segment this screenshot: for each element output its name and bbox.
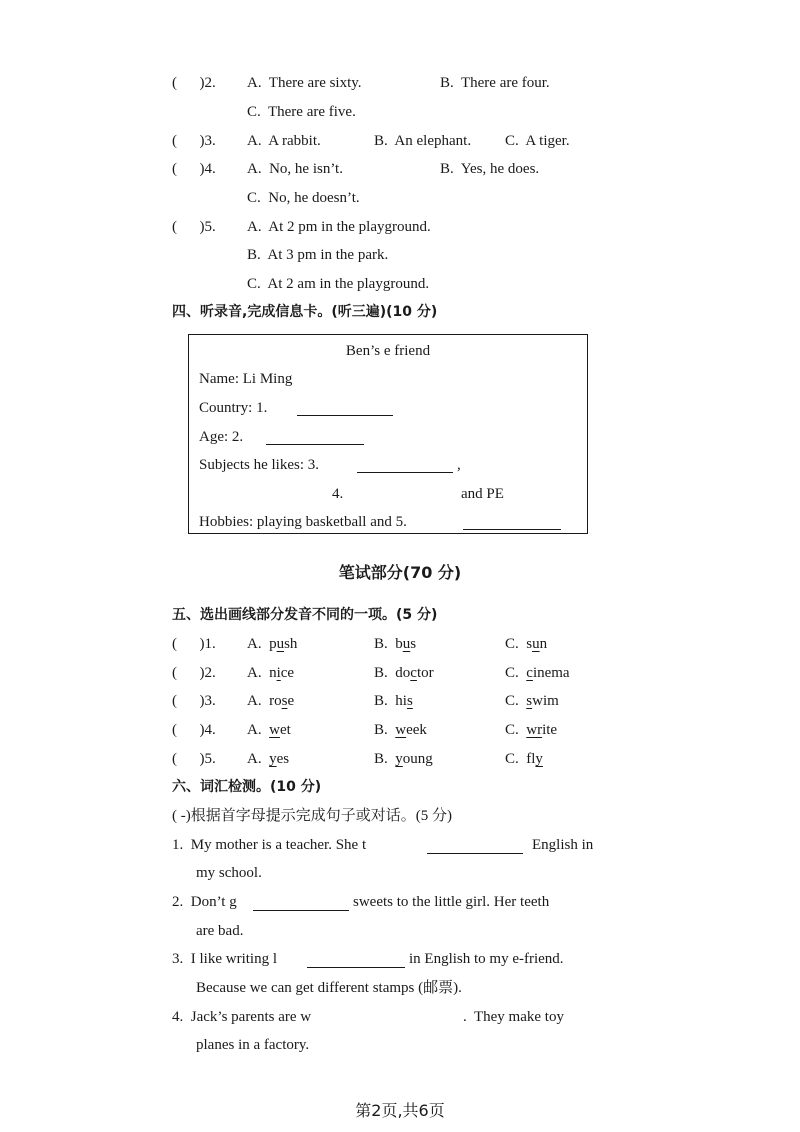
question-4-option-c: C. No, he doesn’t.: [247, 190, 360, 206]
question-3-option-b: B. An elephant.: [374, 133, 472, 149]
phonics-row-4-option-b: B. week: [374, 722, 427, 738]
vocab-q1-blank[interactable]: [427, 839, 523, 854]
phonics-row-3-option-c: C. swim: [505, 693, 559, 709]
info-card-subjects-label: Subjects he likes: 3.: [199, 457, 319, 473]
vocab-q2-end: sweets to the little girl. Her teeth: [353, 894, 550, 910]
phonics-row-1-option-b: B. bus: [374, 636, 417, 652]
question-3-number: ( )3.: [172, 133, 216, 149]
question-3-option-a: A. A rabbit.: [247, 133, 321, 149]
phonics-row-1-number: ( )1.: [172, 636, 216, 652]
age-blank[interactable]: [266, 430, 364, 445]
question-2-option-a: A. There are sixty.: [247, 75, 362, 91]
phonics-row-5-number: ( )5.: [172, 751, 216, 767]
question-3-option-c: C. A tiger.: [505, 133, 570, 149]
phonics-row-4-option-a: A. wet: [247, 722, 291, 738]
vocab-q3-start: 3. I like writing l: [172, 951, 277, 967]
info-card-title: Ben’s e friend: [345, 343, 431, 359]
vocab-q3-continuation: Because we can get different stamps (邮票).: [196, 980, 462, 996]
phonics-row-1-option-c: C. sun: [505, 636, 548, 652]
subject-3-blank[interactable]: [357, 458, 453, 473]
phonics-row-4-number: ( )4.: [172, 722, 216, 738]
section-6-subheading: ( -)根据首字母提示完成句子或对话。(5 分): [172, 808, 452, 824]
vocab-q4-end: . They make toy: [463, 1009, 564, 1025]
info-card-hobbies-label: Hobbies: playing basketball and 5.: [199, 514, 407, 530]
question-4-option-b: B. Yes, he does.: [440, 161, 540, 177]
section-4-heading: 四、听录音,完成信息卡。(听三遍)(10 分): [172, 304, 438, 320]
info-card-name: Name: Li Ming: [199, 371, 293, 387]
phonics-row-4-option-c: C. write: [505, 722, 558, 738]
section-6-heading: 六、词汇检测。(10 分): [172, 779, 322, 795]
written-part-title: 笔试部分(70 分): [338, 563, 462, 582]
info-card-age-label: Age: 2.: [199, 429, 244, 445]
question-2-number: ( )2.: [172, 75, 216, 91]
phonics-row-5-option-b: B. young: [374, 751, 433, 767]
hobby-5-blank[interactable]: [463, 515, 561, 530]
vocab-q1-start: 1. My mother is a teacher. She t: [172, 837, 367, 853]
phonics-row-2-option-b: B. doctor: [374, 665, 434, 681]
phonics-row-5-option-c: C. fly: [505, 751, 543, 767]
phonics-row-3-number: ( )3.: [172, 693, 216, 709]
phonics-row-1-option-a: A. push: [247, 636, 298, 652]
phonics-row-5-option-a: A. yes: [247, 751, 290, 767]
phonics-row-2-number: ( )2.: [172, 665, 216, 681]
info-card-country-label: Country: 1.: [199, 400, 268, 416]
vocab-q1-end: English in: [532, 837, 594, 853]
vocab-q2-continuation: are bad.: [196, 923, 244, 939]
question-2-option-c: C. There are five.: [247, 104, 356, 120]
question-2-option-b: B. There are four.: [440, 75, 550, 91]
subject-4-number: 4.: [332, 486, 344, 502]
phonics-row-2-option-c: C. cinema: [505, 665, 570, 681]
subjects-and-pe: and PE: [461, 486, 504, 502]
vocab-q2-start: 2. Don’t g: [172, 894, 237, 910]
question-4-option-a: A. No, he isn’t.: [247, 161, 343, 177]
question-5-number: ( )5.: [172, 219, 216, 235]
vocab-q2-blank[interactable]: [253, 896, 349, 911]
phonics-row-2-option-a: A. nice: [247, 665, 295, 681]
vocab-q4-blank[interactable]: [367, 1010, 463, 1024]
vocab-q3-blank[interactable]: [307, 953, 405, 968]
vocab-q1-continuation: my school.: [196, 865, 262, 881]
vocab-q4-start: 4. Jack’s parents are w: [172, 1009, 312, 1025]
info-card: [188, 334, 588, 534]
country-blank[interactable]: [297, 401, 393, 416]
phonics-row-3-option-a: A. rose: [247, 693, 295, 709]
page-footer: 第2页,共6页: [355, 1101, 445, 1120]
vocab-q4-continuation: planes in a factory.: [196, 1037, 310, 1053]
question-5-option-c: C. At 2 am in the playground.: [247, 276, 430, 292]
subjects-comma: ,: [457, 457, 461, 473]
phonics-row-3-option-b: B. his: [374, 693, 413, 709]
question-5-option-a: A. At 2 pm in the playground.: [247, 219, 431, 235]
section-5-heading: 五、选出画线部分发音不同的一项。(5 分): [172, 607, 438, 623]
question-4-number: ( )4.: [172, 161, 216, 177]
vocab-q3-end: in English to my e-friend.: [409, 951, 564, 967]
question-5-option-b: B. At 3 pm in the park.: [247, 247, 389, 263]
